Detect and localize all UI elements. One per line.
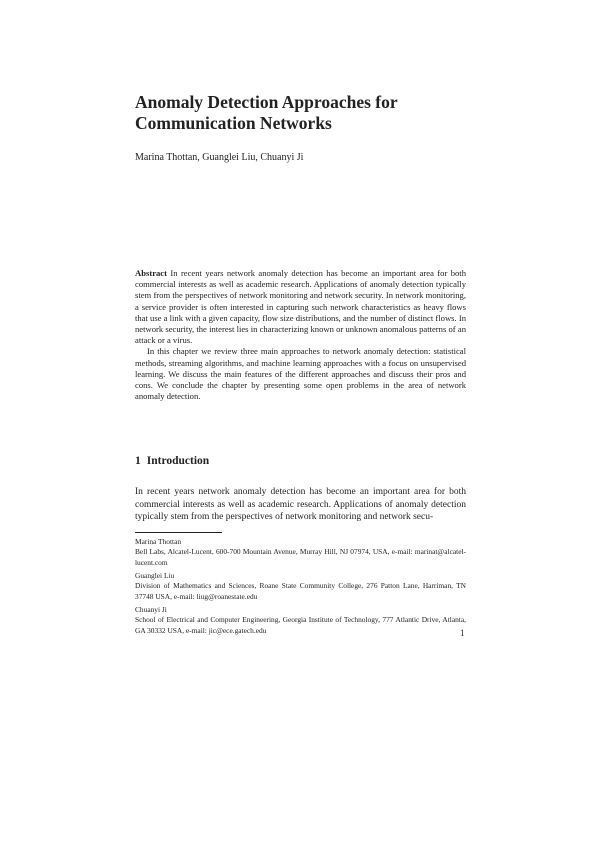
footnote-author-2 [135,571,466,602]
footnote-author-name: Marina Thottan [135,537,182,546]
abstract-paragraph-1: In recent years network anomaly detection has become an important area for both commercial interests as well as academic research. Applications of anomaly detection typically stem from the perspectives of network monitoring and network security. In network monitoring, a service provider is often interested in capturing such network characteristics as heavy flows that use a link with a given capacity, flow size distributions, and the number of distinct flows. In network security, the interest lies in characterizing known or unknown anomalous patterns of an attack or a virus. [135,268,466,346]
footnote-author-name: Guanglei Liu [135,571,175,580]
footnote-affiliation: Division of Mathematics and Sciences, Roane State Community College, 276 Patton Lane, Harriman, TN 37748 USA, e-mail: liug@roanestate.edu [135,581,466,601]
introduction-paragraph: In recent years network anomaly detection has become an important area for both commercial interests as well as academic research. Applications of anomaly detection typically stem from the perspectives of network monitoring and network secu- [135,487,466,523]
chapter-title: Anomaly Detection Approaches for Communication Networks [135,92,398,133]
section-title: Introduction [146,455,210,467]
abstract-label: Abstract [135,268,167,278]
footnote-author-name: Chuanyi Ji [135,605,167,614]
footnote-rule [135,532,222,533]
author-list: Marina Thottan, Guanglei Liu, Chuanyi Ji [135,152,304,163]
footnote-affiliation: Bell Labs, Alcatel-Lucent, 600-700 Mountain Avenue, Murray Hill, NJ 07974, USA, e-mail: marinat@alcatel-lucent.com [135,547,466,567]
footnote-affiliation: School of Electrical and Computer Engineering, Georgia Institute of Technology, 777 Atlantic Drive, Atlanta, GA 30332 USA, e-mail: jic@ece.gatech.edu [135,615,466,635]
section-heading [135,455,209,467]
footnote-author-1 [135,537,466,568]
section-number: 1 [135,455,141,467]
page-number: 1 [460,628,465,638]
footnote-author-3 [135,605,466,636]
abstract-paragraph-2: In this chapter we review three main approaches to network anomaly detection: statistical methods, streaming algorithms, and machine learning approaches with a focus on unsupervised learning. We discuss the main features of the different approaches and discuss their pros and cons. We conclude the chapter by presenting some open problems in the area of network anomaly detection. [135,346,466,402]
abstract [135,268,466,402]
